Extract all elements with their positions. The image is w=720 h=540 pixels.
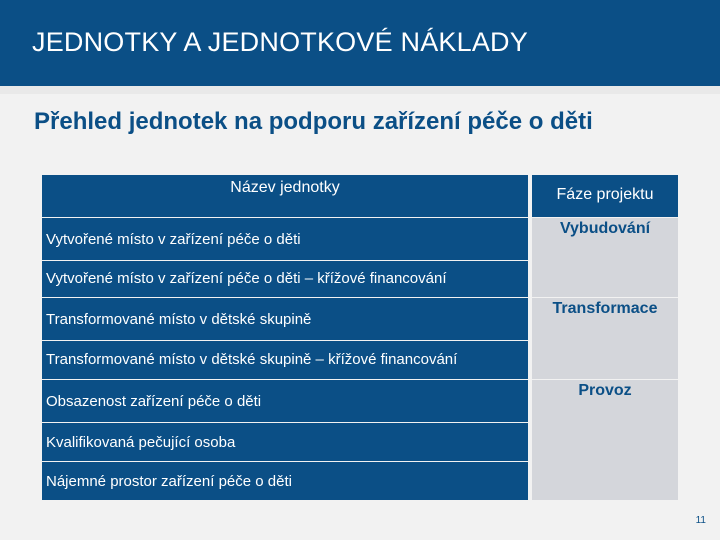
unit-row-label: Obsazenost zařízení péče o děti — [46, 393, 262, 410]
unit-row — [42, 380, 528, 422]
slide-header — [0, 0, 720, 86]
unit-name-header-label: Název jednotky — [230, 179, 340, 196]
unit-row-label: Transformované místo v dětské skupině — [46, 311, 312, 328]
phase-cell — [532, 298, 678, 379]
phase-cell-label: Provoz — [578, 382, 632, 399]
unit-row — [42, 298, 528, 340]
phase-cell — [532, 218, 678, 297]
phase-cell — [532, 380, 678, 500]
unit-row — [42, 261, 528, 297]
phase-cell-label: Vybudování — [559, 220, 651, 237]
slide-subtitle: Přehled jednotek na podporu zařízení péče o děti — [34, 108, 593, 135]
slide-title: JEDNOTKY A JEDNOTKOVÉ NÁKLADY — [32, 27, 528, 57]
unit-name-header — [42, 175, 528, 217]
unit-row-label: Transformované místo v dětské skupině – křížové financování — [46, 351, 458, 368]
unit-row-label: Vytvořené místo v zařízení péče o děti – křížové financování — [46, 270, 447, 287]
unit-row — [42, 218, 528, 260]
unit-row-label: Kvalifikovaná pečující osoba — [46, 434, 236, 451]
unit-row — [42, 423, 528, 461]
phase-header-label: Fáze projektu — [556, 186, 654, 203]
unit-row — [42, 462, 528, 500]
unit-row-label: Nájemné prostor zařízení péče o děti — [46, 473, 292, 490]
phase-cell-label: Transformace — [552, 300, 658, 317]
phase-header — [532, 175, 678, 217]
unit-row-label: Vytvořené místo v zařízení péče o děti — [46, 231, 301, 248]
unit-row — [42, 341, 528, 379]
page-number: 11 — [695, 515, 706, 526]
